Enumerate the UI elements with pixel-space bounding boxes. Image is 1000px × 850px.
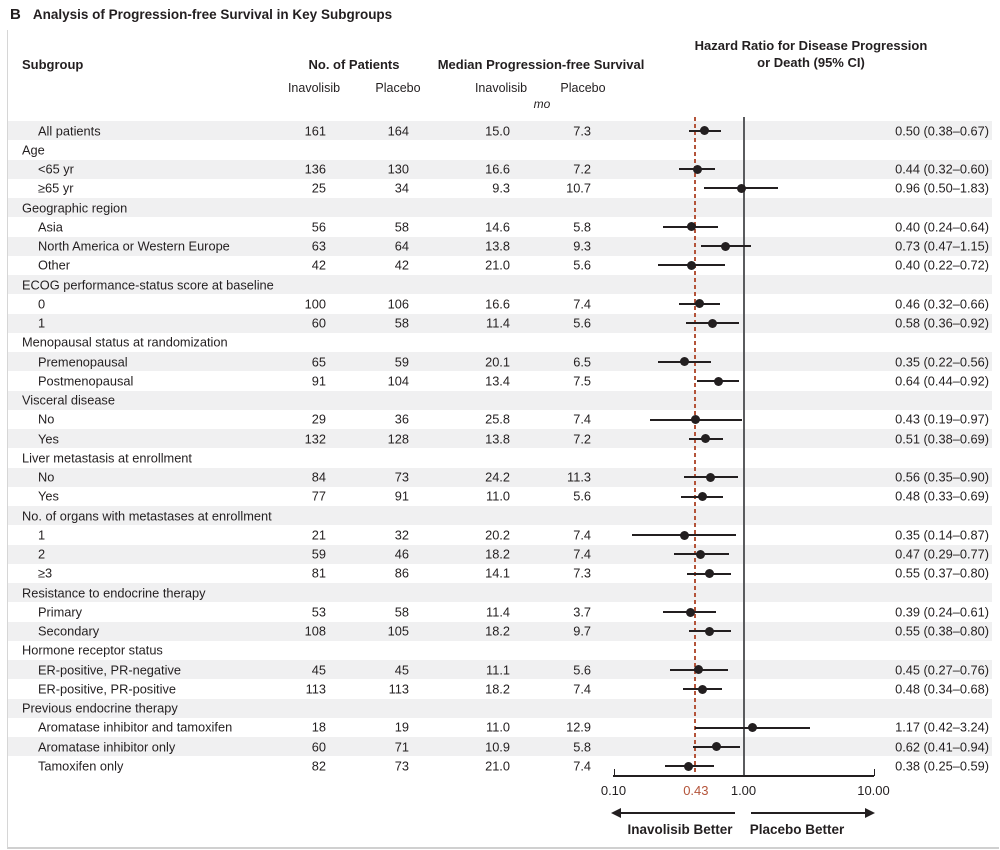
- median-pfs-placebo: 7.3: [573, 123, 591, 139]
- median-pfs-inavolisib: 18.2: [485, 546, 510, 562]
- hazard-ratio-ci-value: 0.38 (0.25–0.59): [895, 758, 989, 774]
- column-header-subgroup: Subgroup: [22, 57, 84, 72]
- n-patients-placebo: 86: [394, 565, 409, 581]
- median-pfs-inavolisib: 16.6: [485, 296, 510, 312]
- subgroup-category-label: Age: [22, 142, 45, 158]
- n-patients-placebo: 71: [394, 739, 409, 755]
- subgroup-category-label: Hormone receptor status: [22, 642, 163, 658]
- hazard-ratio-ci-value: 0.47 (0.29–0.77): [895, 546, 989, 562]
- n-patients-inavolisib: 136: [304, 161, 326, 177]
- column-header-hazard-ratio: [680, 38, 942, 71]
- n-patients-placebo: 73: [394, 758, 409, 774]
- subgroup-label: No: [38, 469, 55, 485]
- table-row: [8, 371, 992, 390]
- subgroup-category-row: [8, 448, 992, 467]
- n-patients-inavolisib: 45: [311, 662, 326, 678]
- n-patients-inavolisib: 100: [304, 296, 326, 312]
- table-row: [8, 237, 992, 256]
- subgroup-label: Yes: [38, 431, 59, 447]
- n-patients-inavolisib: 65: [311, 354, 326, 370]
- subgroup-category-label: No. of organs with metastases at enrollment: [22, 508, 272, 524]
- subgroup-category-row: [8, 699, 992, 718]
- hazard-ratio-ci-value: 0.40 (0.24–0.64): [895, 219, 989, 235]
- subgroup-label: ER-positive, PR-negative: [38, 662, 181, 678]
- median-pfs-placebo: 7.4: [573, 527, 591, 543]
- table-row: [8, 468, 992, 487]
- subgroup-label: Postmenopausal: [38, 373, 134, 389]
- median-pfs-placebo: 5.6: [573, 257, 591, 273]
- subgroup-label: All patients: [38, 123, 101, 139]
- median-pfs-inavolisib: 11.0: [486, 488, 510, 504]
- n-patients-placebo: 34: [394, 180, 409, 196]
- x-axis-tick-label: 1.00: [730, 783, 757, 798]
- hazard-ratio-ci-value: 0.40 (0.22–0.72): [895, 257, 989, 273]
- placebo-better-label: Placebo Better: [749, 822, 845, 837]
- hazard-ratio-header-line2: or Death (95% CI): [757, 54, 865, 70]
- median-pfs-placebo: 9.7: [573, 623, 591, 639]
- median-pfs-inavolisib: 16.6: [485, 161, 510, 177]
- median-pfs-inavolisib: 15.0: [485, 123, 510, 139]
- subheader-patients-inavolisib: Inavolisib: [287, 81, 341, 95]
- median-pfs-placebo: 12.9: [566, 719, 591, 735]
- panel-letter: B: [10, 6, 21, 23]
- placebo-better-arrow: [751, 812, 865, 814]
- table-row: [8, 410, 992, 429]
- hazard-ratio-ci-value: 0.64 (0.44–0.92): [895, 373, 989, 389]
- table-row: [8, 294, 992, 313]
- n-patients-placebo: 58: [394, 219, 409, 235]
- hazard-ratio-ci-value: 0.96 (0.50–1.83): [895, 180, 989, 196]
- table-row: [8, 121, 992, 140]
- subgroup-label: ≥65 yr: [38, 180, 74, 196]
- median-pfs-placebo: 3.7: [573, 604, 591, 620]
- subgroup-label: Premenopausal: [38, 354, 128, 370]
- subgroup-label: Asia: [38, 219, 63, 235]
- n-patients-inavolisib: 25: [311, 180, 326, 196]
- hazard-ratio-ci-value: 0.35 (0.14–0.87): [895, 527, 989, 543]
- table-row: [8, 660, 992, 679]
- n-patients-inavolisib: 161: [304, 123, 326, 139]
- subgroup-category-label: Previous endocrine therapy: [22, 700, 178, 716]
- subgroup-label: ≥3: [38, 565, 53, 581]
- x-axis-tick-label: 0.10: [600, 783, 627, 798]
- inavolisib-better-arrow: [621, 812, 735, 814]
- subgroup-label: <65 yr: [38, 161, 74, 177]
- table-row: [8, 352, 992, 371]
- table-row: [8, 179, 992, 198]
- column-header-no-of-patients: No. of Patients: [308, 57, 400, 72]
- median-pfs-inavolisib: 14.6: [485, 219, 510, 235]
- x-axis-tick-label: 10.00: [857, 783, 890, 798]
- subgroup-category-row: [8, 641, 992, 660]
- subgroup-label: Primary: [38, 604, 83, 620]
- n-patients-inavolisib: 81: [311, 565, 326, 581]
- table-row: [8, 622, 992, 641]
- axis-end-tick: [874, 769, 876, 776]
- dashed-overall-hr-line: [694, 117, 696, 776]
- median-pfs-placebo: 5.6: [573, 488, 591, 504]
- hazard-ratio-ci-value: 0.73 (0.47–1.15): [895, 238, 989, 254]
- n-patients-inavolisib: 21: [311, 527, 326, 543]
- median-pfs-inavolisib: 9.3: [492, 180, 510, 196]
- n-patients-inavolisib: 132: [304, 431, 326, 447]
- n-patients-inavolisib: 59: [311, 546, 326, 562]
- n-patients-placebo: 130: [387, 161, 409, 177]
- hazard-ratio-header-line1: Hazard Ratio for Disease Progression: [694, 38, 928, 53]
- median-pfs-inavolisib: 20.2: [485, 527, 510, 543]
- median-pfs-inavolisib: 21.0: [485, 257, 510, 273]
- n-patients-inavolisib: 56: [311, 219, 326, 235]
- median-pfs-placebo: 5.8: [573, 219, 591, 235]
- median-pfs-inavolisib: 21.0: [485, 758, 510, 774]
- n-patients-inavolisib: 60: [311, 739, 326, 755]
- median-pfs-placebo: 5.6: [573, 662, 591, 678]
- median-pfs-inavolisib: 25.8: [485, 411, 510, 427]
- median-pfs-inavolisib: 10.9: [485, 739, 510, 755]
- table-row: [8, 602, 992, 621]
- median-pfs-placebo: 7.3: [573, 565, 591, 581]
- median-pfs-placebo: 5.6: [573, 315, 591, 331]
- n-patients-placebo: 106: [387, 296, 409, 312]
- table-row: [8, 314, 992, 333]
- n-patients-placebo: 104: [387, 373, 409, 389]
- n-patients-inavolisib: 91: [311, 373, 326, 389]
- hazard-ratio-ci-value: 0.51 (0.38–0.69): [895, 431, 989, 447]
- median-pfs-placebo: 7.2: [573, 431, 591, 447]
- subgroup-category-row: [8, 391, 992, 410]
- subgroup-label: North America or Western Europe: [38, 238, 230, 254]
- hazard-ratio-ci-value: 0.58 (0.36–0.92): [895, 315, 989, 331]
- median-pfs-placebo: 9.3: [573, 238, 591, 254]
- n-patients-inavolisib: 84: [311, 469, 326, 485]
- subgroup-label: Tamoxifen only: [38, 758, 124, 774]
- unit-months-label: mo: [533, 97, 551, 111]
- n-patients-inavolisib: 53: [311, 604, 326, 620]
- n-patients-inavolisib: 63: [311, 238, 326, 254]
- n-patients-placebo: 19: [394, 719, 409, 735]
- subgroup-category-label: Menopausal status at randomization: [22, 334, 228, 350]
- subheader-patients-placebo: Placebo: [375, 81, 421, 95]
- subgroup-category-label: Visceral disease: [22, 392, 115, 408]
- n-patients-placebo: 58: [394, 315, 409, 331]
- table-row: [8, 564, 992, 583]
- n-patients-inavolisib: 42: [311, 257, 326, 273]
- n-patients-placebo: 128: [387, 431, 409, 447]
- subgroup-category-label: Resistance to endocrine therapy: [22, 585, 206, 601]
- subgroup-category-row: [8, 583, 992, 602]
- hazard-ratio-ci-value: 0.55 (0.37–0.80): [895, 565, 989, 581]
- reference-line-hr-1: [743, 117, 745, 776]
- hazard-ratio-ci-value: 0.35 (0.22–0.56): [895, 354, 989, 370]
- n-patients-placebo: 73: [394, 469, 409, 485]
- table-row: [8, 545, 992, 564]
- subgroup-category-label: Liver metastasis at enrollment: [22, 450, 192, 466]
- subgroup-category-row: [8, 506, 992, 525]
- hazard-ratio-ci-value: 1.17 (0.42–3.24): [895, 719, 989, 735]
- n-patients-inavolisib: 18: [311, 719, 326, 735]
- subgroup-label: 2: [38, 546, 46, 562]
- median-pfs-placebo: 7.4: [573, 546, 591, 562]
- n-patients-placebo: 59: [394, 354, 409, 370]
- subheader-pfs-inavolisib: Inavolisib: [474, 81, 528, 95]
- subgroup-category-row: [8, 198, 992, 217]
- subgroup-label: 1: [38, 527, 46, 543]
- median-pfs-placebo: 11.3: [567, 469, 591, 485]
- table-row: [8, 160, 992, 179]
- n-patients-placebo: 64: [394, 238, 409, 254]
- table-row: [8, 679, 992, 698]
- median-pfs-inavolisib: 13.8: [485, 238, 510, 254]
- table-row: [8, 756, 992, 775]
- left-arrowhead-icon: [611, 808, 621, 818]
- subgroup-label: 1: [38, 315, 46, 331]
- hazard-ratio-ci-value: 0.39 (0.24–0.61): [895, 604, 989, 620]
- median-pfs-placebo: 6.5: [573, 354, 591, 370]
- hazard-ratio-ci-value: 0.56 (0.35–0.90): [895, 469, 989, 485]
- median-pfs-placebo: 7.5: [573, 373, 591, 389]
- median-pfs-placebo: 7.4: [573, 411, 591, 427]
- n-patients-inavolisib: 29: [311, 411, 326, 427]
- n-patients-placebo: 105: [387, 623, 409, 639]
- table-row: [8, 256, 992, 275]
- n-patients-inavolisib: 82: [311, 758, 326, 774]
- median-pfs-inavolisib: 11.4: [486, 604, 510, 620]
- hazard-ratio-ci-value: 0.44 (0.32–0.60): [895, 161, 989, 177]
- subgroup-category-row: [8, 333, 992, 352]
- subgroup-category-row: [8, 275, 992, 294]
- median-pfs-placebo: 7.4: [573, 758, 591, 774]
- subheader-pfs-placebo: Placebo: [560, 81, 606, 95]
- subgroup-category-label: Geographic region: [22, 200, 128, 216]
- median-pfs-inavolisib: 11.1: [486, 662, 510, 678]
- table-row: [8, 217, 992, 236]
- n-patients-inavolisib: 108: [304, 623, 326, 639]
- table-row: [8, 487, 992, 506]
- subgroup-label: Aromatase inhibitor and tamoxifen: [38, 719, 233, 735]
- hazard-ratio-ci-value: 0.48 (0.34–0.68): [895, 681, 989, 697]
- subgroup-label: Other: [38, 257, 71, 273]
- median-pfs-inavolisib: 24.2: [485, 469, 510, 485]
- n-patients-placebo: 164: [387, 123, 409, 139]
- median-pfs-placebo: 7.4: [573, 681, 591, 697]
- median-pfs-inavolisib: 20.1: [485, 354, 510, 370]
- n-patients-placebo: 45: [394, 662, 409, 678]
- hazard-ratio-ci-value: 0.50 (0.38–0.67): [895, 123, 989, 139]
- subgroup-label: 0: [38, 296, 46, 312]
- n-patients-placebo: 32: [394, 527, 409, 543]
- median-pfs-inavolisib: 18.2: [485, 623, 510, 639]
- median-pfs-placebo: 7.2: [573, 161, 591, 177]
- subgroup-table: [8, 121, 992, 776]
- median-pfs-inavolisib: 14.1: [485, 565, 510, 581]
- right-arrowhead-icon: [865, 808, 875, 818]
- median-pfs-placebo: 5.8: [573, 739, 591, 755]
- subgroup-label: ER-positive, PR-positive: [38, 681, 176, 697]
- median-pfs-placebo: 7.4: [573, 296, 591, 312]
- n-patients-placebo: 113: [388, 681, 409, 697]
- n-patients-placebo: 91: [394, 488, 409, 504]
- median-pfs-inavolisib: 13.8: [485, 431, 510, 447]
- subgroup-category-row: [8, 140, 992, 159]
- subgroup-label: Yes: [38, 488, 59, 504]
- hazard-ratio-ci-value: 0.48 (0.33–0.69): [895, 488, 989, 504]
- subgroup-label: No: [38, 411, 55, 427]
- n-patients-inavolisib: 60: [311, 315, 326, 331]
- n-patients-placebo: 58: [394, 604, 409, 620]
- figure-title: [10, 6, 392, 24]
- table-row: [8, 718, 992, 737]
- table-row: [8, 525, 992, 544]
- subgroup-label: Secondary: [38, 623, 100, 639]
- panel-title-text: Analysis of Progression-free Survival in Key Subgroups: [32, 7, 393, 22]
- hazard-ratio-ci-value: 0.46 (0.32–0.66): [895, 296, 989, 312]
- median-pfs-inavolisib: 11.0: [486, 719, 510, 735]
- hazard-ratio-ci-value: 0.55 (0.38–0.80): [895, 623, 989, 639]
- table-row: [8, 429, 992, 448]
- x-axis-line: [613, 775, 874, 777]
- hazard-ratio-ci-value: 0.62 (0.41–0.94): [895, 739, 989, 755]
- n-patients-inavolisib: 77: [311, 488, 326, 504]
- axis-end-tick: [614, 769, 616, 776]
- x-axis-tick-label: 0.43: [683, 783, 709, 798]
- table-row: [8, 737, 992, 756]
- n-patients-inavolisib: 113: [305, 681, 326, 697]
- inavolisib-better-label: Inavolisib Better: [627, 822, 733, 837]
- n-patients-placebo: 42: [394, 257, 409, 273]
- column-header-median-pfs: Median Progression-free Survival: [437, 57, 645, 72]
- hazard-ratio-ci-value: 0.43 (0.19–0.97): [895, 411, 989, 427]
- median-pfs-inavolisib: 18.2: [485, 681, 510, 697]
- subgroup-category-label: ECOG performance-status score at baseline: [22, 277, 274, 293]
- hazard-ratio-ci-value: 0.45 (0.27–0.76): [895, 662, 989, 678]
- n-patients-placebo: 46: [394, 546, 409, 562]
- median-pfs-inavolisib: 13.4: [485, 373, 510, 389]
- subgroup-label: Aromatase inhibitor only: [38, 739, 176, 755]
- median-pfs-inavolisib: 11.4: [486, 315, 510, 331]
- median-pfs-placebo: 10.7: [566, 180, 591, 196]
- n-patients-placebo: 36: [394, 411, 409, 427]
